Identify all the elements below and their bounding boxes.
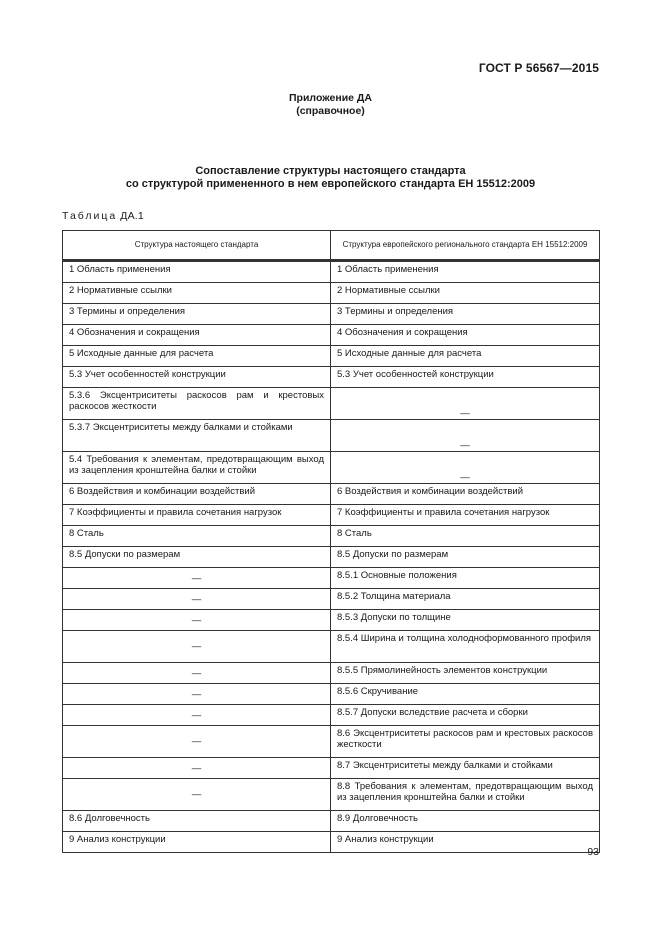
table-cell: 8.5.5 Прямолинейность элементов конструкции (331, 663, 600, 684)
table-cell: — (331, 388, 600, 420)
table-row (63, 346, 600, 367)
title-line-1: Сопоставление структуры настоящего стандарта (195, 165, 466, 177)
table-cell: 5 Исходные данные для расчета (63, 346, 331, 367)
annex-heading (0, 92, 661, 118)
table-row (63, 505, 600, 526)
title-line-2: со структурой примененного в нем европейского стандарта ЕН 15512:2009 (125, 178, 536, 190)
table-row (63, 452, 600, 484)
table-cell: 3 Термины и определения (331, 304, 600, 325)
table-cell: — (63, 610, 331, 631)
table-cell: 6 Воздействия и комбинации воздействий (331, 484, 600, 505)
table-row (63, 283, 600, 304)
table-caption-word: Таблица (62, 210, 118, 222)
table-row (63, 261, 600, 283)
table-row (63, 779, 600, 811)
annex-title: Приложение ДА (289, 92, 372, 104)
table-cell: 8 Сталь (331, 526, 600, 547)
table-cell: 8.5 Допуски по размерам (331, 547, 600, 568)
table-row (63, 832, 600, 853)
table-cell: — (63, 758, 331, 779)
table-cell: — (63, 705, 331, 726)
table-row (63, 547, 600, 568)
table-cell: 1 Область применения (331, 261, 600, 283)
table-cell: 8.7 Эксцентриситеты между балками и стойками (331, 758, 600, 779)
header-european-standard: Структура европейского регионального стандарта ЕН 15512:2009 (331, 231, 600, 260)
table-cell: 5 Исходные данные для расчета (331, 346, 600, 367)
table-cell: 8.9 Долговечность (331, 811, 600, 832)
table-cell: 5.3.6 Эксцентриситеты раскосов рам и крестовых раскосов жесткости (63, 388, 331, 420)
table-row (63, 631, 600, 663)
table-row (63, 526, 600, 547)
table-row (63, 589, 600, 610)
table-cell: 5.4 Требования к элементам, предотвращающим выход из зацепления кронштейна балки и стойки (63, 452, 331, 484)
table-cell: 8.6 Долговечность (63, 811, 331, 832)
table-row (63, 367, 600, 388)
table-cell: — (63, 589, 331, 610)
comparison-table (62, 230, 600, 853)
table-row (63, 811, 600, 832)
table-cell: 8.8 Требования к элементам, предотвращающим выход из зацепления кронштейна балки и стойки (331, 779, 600, 811)
table-row (63, 388, 600, 420)
table-row (63, 758, 600, 779)
table-cell: 8.5.2 Толщина материала (331, 589, 600, 610)
table-cell: 8.5.4 Ширина и толщина холодноформованного профиля (331, 631, 600, 663)
table-cell: 8.6 Эксцентриситеты раскосов рам и крестовых раскосов жесткости (331, 726, 600, 758)
table-row (63, 726, 600, 758)
header-this-standard: Структура настоящего стандарта (63, 231, 331, 260)
document-title (0, 165, 661, 191)
table-cell: 9 Анализ конструкции (331, 832, 600, 853)
table-row (63, 304, 600, 325)
table-cell: 1 Область применения (63, 261, 331, 283)
table-row (63, 325, 600, 346)
table-cell: 8.5 Допуски по размерам (63, 547, 331, 568)
table-cell: 6 Воздействия и комбинации воздействий (63, 484, 331, 505)
table-cell: 8.5.1 Основные положения (331, 568, 600, 589)
table-cell: 4 Обозначения и сокращения (331, 325, 600, 346)
table-cell: 8.5.6 Скручивание (331, 684, 600, 705)
table-cell: 8.5.7 Допуски вследствие расчета и сборки (331, 705, 600, 726)
table-cell: 5.3 Учет особенностей конструкции (331, 367, 600, 388)
table-row (63, 610, 600, 631)
table-caption-number: ДА.1 (120, 210, 144, 222)
table-cell: 2 Нормативные ссылки (63, 283, 331, 304)
table-cell: — (63, 684, 331, 705)
table-cell: — (63, 726, 331, 758)
table-cell: — (63, 779, 331, 811)
table-cell: — (63, 663, 331, 684)
table-cell: 2 Нормативные ссылки (331, 283, 600, 304)
table-cell: 4 Обозначения и сокращения (63, 325, 331, 346)
table-cell: — (331, 420, 600, 452)
page-number: 93 (587, 846, 599, 858)
table-cell: 7 Коэффициенты и правила сочетания нагрузок (63, 505, 331, 526)
standard-number: ГОСТ Р 56567—2015 (478, 61, 599, 75)
table-header-row (63, 231, 600, 260)
table-row (63, 568, 600, 589)
table-cell: 5.3.7 Эксцентриситеты между балками и стойками (63, 420, 331, 452)
table-cell: 8.5.3 Допуски по толщине (331, 610, 600, 631)
table-cell: 5.3 Учет особенностей конструкции (63, 367, 331, 388)
table-cell: 3 Термины и определения (63, 304, 331, 325)
table-cell: — (331, 452, 600, 484)
table-row (63, 663, 600, 684)
table-cell: 9 Анализ конструкции (63, 832, 331, 853)
table-cell: — (63, 631, 331, 663)
annex-subtitle: (справочное) (296, 105, 365, 117)
table-row (63, 705, 600, 726)
table-cell: — (63, 568, 331, 589)
table-row (63, 684, 600, 705)
table-cell: 7 Коэффициенты и правила сочетания нагрузок (331, 505, 600, 526)
table-caption (62, 210, 144, 222)
table-cell: 8 Сталь (63, 526, 331, 547)
table-row (63, 484, 600, 505)
table-row (63, 420, 600, 452)
